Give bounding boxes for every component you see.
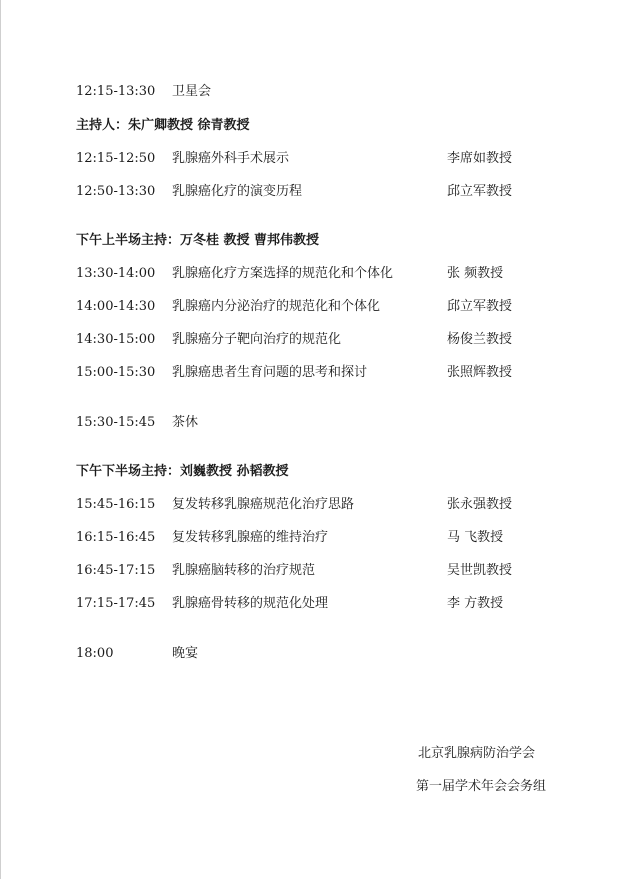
organizer-group: 第一届学术年会会务组 (416, 779, 547, 794)
afternoon2-host: 下午下半场主持：刘巍教授 孙韬教授 (76, 464, 289, 479)
schedule-topic: 乳腺癌化疗方案选择的规范化和个体化 (172, 266, 394, 281)
lunch-host: 主持人：朱广卿教授 徐青教授 (76, 118, 250, 133)
schedule-time: 12:50-13:30 (76, 184, 156, 199)
schedule-topic: 乳腺癌化疗的演变历程 (172, 184, 303, 199)
lunch-title: 卫星会 (172, 84, 212, 99)
schedule-topic: 复发转移乳腺癌规范化治疗思路 (172, 497, 355, 512)
page-edge (0, 0, 1, 879)
schedule-topic: 乳腺癌患者生育问题的思考和探讨 (172, 365, 368, 380)
schedule-speaker: 邱立军教授 (447, 299, 513, 314)
schedule-topic: 乳腺癌骨转移的规范化处理 (172, 596, 329, 611)
schedule-time: 14:30-15:00 (76, 332, 156, 347)
lunch-time: 12:15-13:30 (76, 84, 156, 99)
break-title: 茶休 (172, 415, 199, 430)
schedule-speaker: 吴世凯教授 (447, 563, 513, 578)
schedule-speaker: 李 方教授 (447, 596, 504, 611)
schedule-speaker: 张照辉教授 (447, 365, 513, 380)
schedule-speaker: 马 飞教授 (447, 530, 504, 545)
schedule-topic: 乳腺癌外科手术展示 (172, 151, 290, 166)
schedule-time: 17:15-17:45 (76, 596, 156, 611)
schedule-time: 13:30-14:00 (76, 266, 156, 281)
schedule-time: 16:15-16:45 (76, 530, 156, 545)
schedule-topic: 复发转移乳腺癌的维持治疗 (172, 530, 329, 545)
schedule-speaker: 张 频教授 (447, 266, 504, 281)
schedule-time: 16:45-17:15 (76, 563, 156, 578)
schedule-time: 15:45-16:15 (76, 497, 156, 512)
schedule-speaker: 邱立军教授 (447, 184, 513, 199)
schedule-topic: 乳腺癌分子靶向治疗的规范化 (172, 332, 342, 347)
schedule-speaker: 张永强教授 (447, 497, 513, 512)
schedule-time: 15:00-15:30 (76, 365, 156, 380)
afternoon1-host: 下午上半场主持：万冬桂 教授 曹邦伟教授 (76, 233, 320, 248)
schedule-topic: 乳腺癌内分泌治疗的规范化和个体化 (172, 299, 381, 314)
schedule-time: 14:00-14:30 (76, 299, 156, 314)
break-time: 15:30-15:45 (76, 415, 156, 430)
schedule-topic: 乳腺癌脑转移的治疗规范 (172, 563, 316, 578)
schedule-speaker: 杨俊兰教授 (447, 332, 513, 347)
organizer-name: 北京乳腺病防治学会 (418, 746, 536, 761)
dinner-title: 晚宴 (172, 646, 199, 661)
dinner-time: 18:00 (76, 646, 114, 661)
schedule-time: 12:15-12:50 (76, 151, 156, 166)
schedule-speaker: 李席如教授 (447, 151, 513, 166)
